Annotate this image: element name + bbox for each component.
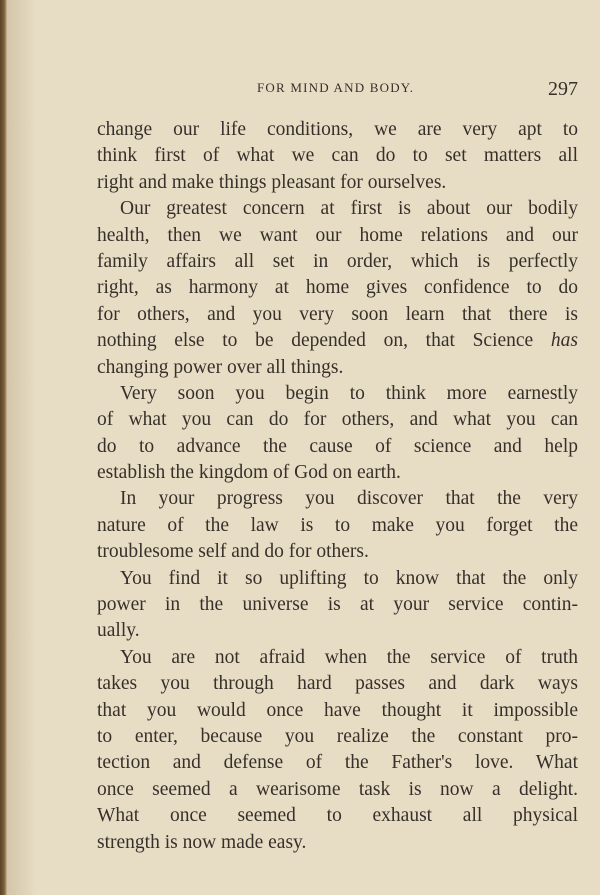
text-line: family affairs all set in order, which is perfectly	[97, 250, 578, 272]
text-line: troublesome self and do for others.	[97, 541, 369, 563]
gutter-shadow	[7, 0, 37, 895]
text-line: once seemed a wearisome task is now a delight.	[97, 778, 578, 800]
text-line: ually.	[97, 620, 140, 642]
text-line: health, then we want our home relations and our	[97, 224, 578, 246]
text-line: nature of the law is to make you forget the	[97, 514, 578, 536]
text-line: for others, and you very soon learn that there is	[97, 303, 578, 325]
book-spine-edge	[0, 0, 7, 895]
text-line: to enter, because you realize the constant pro-	[97, 725, 578, 747]
text-line: right, as harmony at home gives confidence to do	[97, 277, 578, 299]
page-number: 297	[548, 78, 578, 100]
running-title: FOR MIND AND BODY.	[257, 80, 415, 95]
text-line: establish the kingdom of God on earth.	[97, 462, 401, 484]
text-line: think first of what we can do to set matters all	[97, 145, 578, 167]
text-line: takes you through hard passes and dark ways	[97, 673, 578, 695]
italic-word: has	[550, 330, 578, 352]
text-line: right and make things pleasant for ourselves.	[97, 171, 447, 193]
text-line: You find it so uplifting to know that the only	[120, 567, 578, 589]
text-line: that you would once have thought it impossible	[97, 699, 578, 721]
text-line: power in the universe is at your service contin-	[97, 594, 578, 616]
text-line: tection and defense of the Father's love. What	[97, 752, 578, 774]
text-line: You are not afraid when the service of truth	[120, 646, 578, 668]
text-line: changing power over all things.	[97, 356, 344, 378]
text-line: do to advance the cause of science and help	[97, 435, 578, 457]
text-line: In your progress you discover that the very	[120, 488, 578, 510]
text-line: What once seemed to exhaust all physical	[97, 805, 578, 827]
text-line: change our life conditions, we are very apt to	[97, 119, 578, 140]
text-line	[97, 328, 578, 354]
text-line: Our greatest concern at first is about our bodily	[120, 198, 578, 220]
body-text	[97, 117, 578, 856]
page-header	[97, 78, 578, 102]
text-span: nothing else to be depended on, that Science	[97, 330, 534, 352]
text-line: Very soon you begin to think more earnestly	[120, 382, 578, 404]
text-line: of what you can do for others, and what you can	[97, 409, 578, 431]
text-line: strength is now made easy.	[97, 831, 307, 853]
